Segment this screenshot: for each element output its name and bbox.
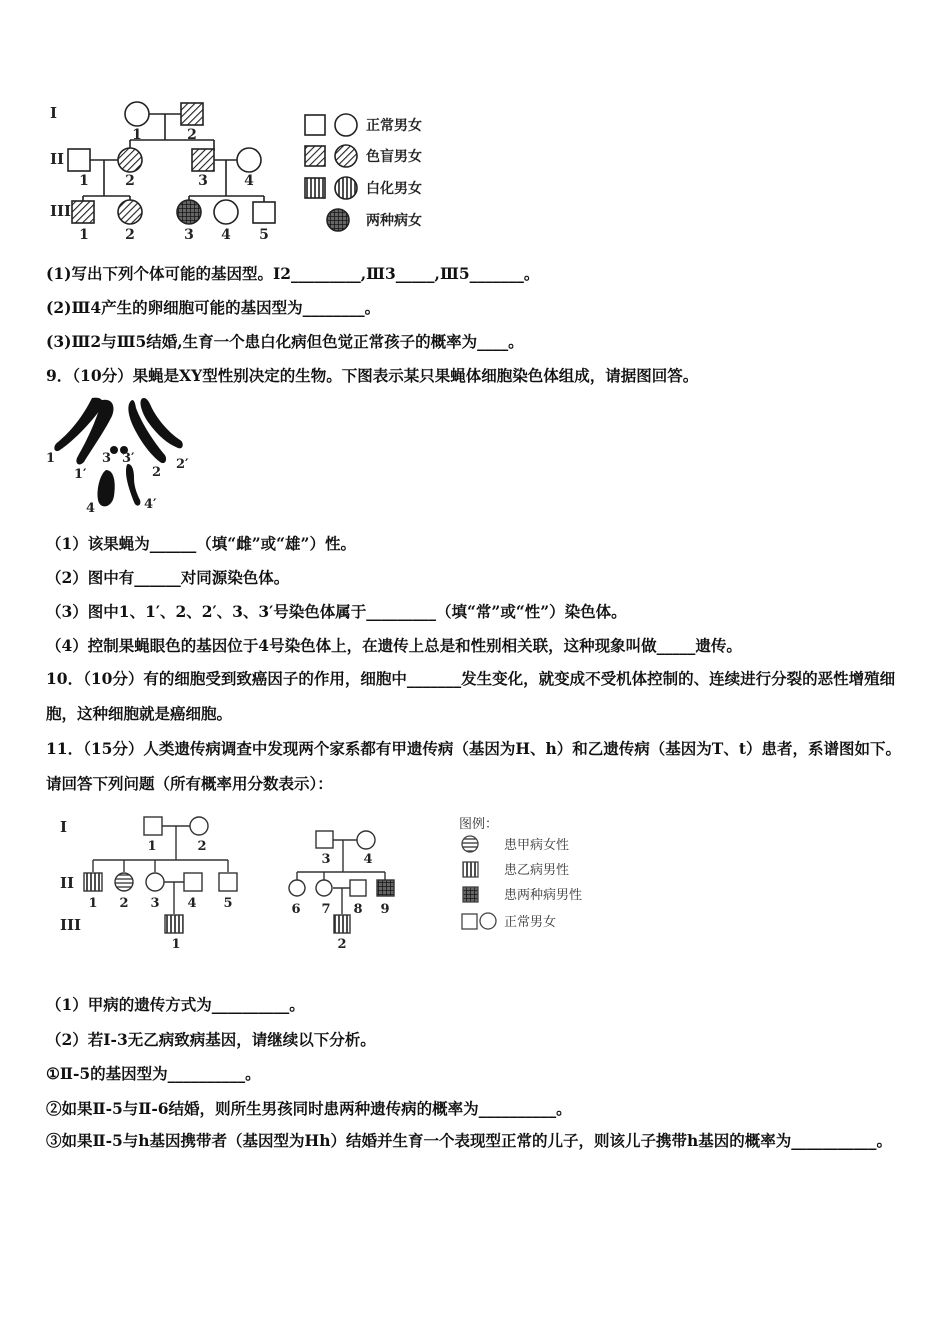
ped2-label: 7 [321,902,331,917]
ped2-label: 3 [321,852,331,867]
chromosome-3 [110,446,118,454]
q11-stem: 11．（15分）人类遗传病调查中发现两个家系都有甲遗传病（基因为H、h）和乙遗传病（基因为T、t）患者，系谱图如下。请回答下列问题（所有概率用分数表示）： [46,739,902,793]
q8-part2: (2)Ⅲ4产生的卵细胞可能的基因型为________。 [46,298,381,317]
gen-label-II: II [60,874,75,892]
ped2-label: 2 [197,839,207,854]
q9-part3: （3）图中1、1′、2、2′、3、3′号染色体属于_________（填“常”或“性”）染色体。 [46,602,627,621]
legend-normal-male [462,914,477,929]
chrom-label: 2 [152,465,162,480]
q11-part2: （2）若I-3无乙病致病基因，请继续以下分析。 [46,1030,376,1049]
ped1-label: 1 [132,127,142,143]
II3-colorblind-male [192,149,214,171]
fam2-III2-disease-b-male [334,915,350,933]
fam1-II3-normal-female [146,873,164,891]
q9-part2: （2）图中有______对同源染色体。 [46,568,290,587]
ped2-label: 1 [88,896,98,911]
fam2-II8-normal-male [350,880,366,896]
gen-label-I: I [60,818,68,836]
ped2-label: 4 [187,896,197,911]
q8-part3: (3)Ⅲ2与Ⅲ5结婚,生育一个患白化病但色觉正常孩子的概率为____。 [46,332,524,351]
legend-albino-male [305,178,325,198]
I2-colorblind-male [181,103,203,125]
ped2-legend-text: 患甲病女性 [504,838,570,853]
q10-text: 10．（10分）有的细胞受到致癌因子的作用，细胞中_______发生变化，就变成不受机体控制的、连续进行分裂的恶性增殖细胞，这种细胞就是癌细胞。 [46,669,896,723]
q11-part1: （1）甲病的遗传方式为__________。 [46,995,305,1014]
fam2-II6-normal-female [289,880,305,896]
ped1-label: 2 [125,227,135,243]
ped2-label: 6 [291,902,301,917]
ped2-label: 2 [119,896,129,911]
chromosome-figure [44,392,194,517]
ped2-label: 2 [337,937,347,952]
legend-normal-female [480,913,496,929]
chrom-label: 1 [46,451,56,466]
II1-normal-male [68,149,90,171]
legend-disease-b-male [463,862,478,877]
legend-text: 两种病女 [366,213,422,229]
III3-both-diseases-female [177,200,201,224]
chromosome-4-prime [126,464,140,506]
legend-colorblind-male [305,146,325,166]
gen-label-I: I [50,104,58,122]
legend-both-female [327,209,349,231]
gen-label-III: III [50,202,72,220]
chrom-label: 4 [86,501,96,516]
gen-label-II: II [50,150,65,168]
ped2-legend-text: 正常男女 [504,915,557,930]
q11-part2c: ③如果Ⅱ-5与h基因携带者（基因型为Hh）结婚并生育一个表现型正常的儿子，则该儿子携带h基因的概率为___________。 [46,1131,892,1150]
legend-normal-female [335,114,357,136]
III2-colorblind-female [118,200,142,224]
chrom-label: 2′ [176,457,189,472]
ped2-legend-text: 患两种病男性 [504,888,583,903]
legend-disease-a-female [462,836,478,852]
chrom-label: 1′ [74,467,87,482]
fam2-II9-both-diseases-male [377,880,394,896]
legend-text: 白化男女 [366,181,422,197]
ped1-label: 3 [184,227,194,243]
III4-normal-female [214,200,238,224]
fam1-I2-normal-female [190,817,208,835]
fam1-II5-normal-male [219,873,237,891]
III5-normal-male [253,202,275,223]
fam1-II1-disease-b-male [84,873,102,891]
ped2-legend-title: 图例： [459,817,499,832]
fam1-II4-normal-male [184,873,202,891]
q11-part2b: ②如果Ⅱ-5与Ⅱ-6结婚，则所生男孩同时患两种遗传病的概率为__________。 [46,1099,572,1118]
I1-normal-female [125,102,149,126]
legend-both-diseases-male [463,887,478,902]
fam2-I3-normal-male [316,831,333,848]
ped1-label: 3 [198,173,208,189]
III1-colorblind-male [72,201,94,223]
II2-colorblind-female [118,148,142,172]
ped1-label: 4 [221,227,231,243]
legend-colorblind-female [335,145,357,167]
fam2-I4-normal-female [357,831,375,849]
fam2-II7-normal-female [316,880,332,896]
ped2-label: 1 [171,937,181,952]
ped1-label: 1 [79,227,89,243]
q8-part1: (1)写出下列个体可能的基因型。Ⅰ2_________,Ⅲ3_____,Ⅲ5_______。 [46,264,540,283]
ped2-label: 3 [150,896,160,911]
ped1-label: 2 [125,173,135,189]
legend-albino-female [335,177,357,199]
gen-label-III: III [60,916,82,934]
pedigree-figure-2 [46,810,606,955]
chrom-label: 3′ [122,451,135,466]
fam1-I1-normal-male [144,817,162,835]
legend-normal-male [305,115,325,135]
fam1-II2-disease-a-female [115,873,133,891]
chrom-label: 3 [102,451,112,466]
legend-text: 正常男女 [366,118,422,134]
II4-normal-female [237,148,261,172]
q9-part4: （4）控制果蝇眼色的基因位于4号染色体上，在遗传上总是和性别相关联，这种现象叫做_____遗传。 [46,636,742,655]
q9-stem: 9．（10分）果蝇是XY型性别决定的生物。下图表示某只果蝇体细胞染色体组成，请据图回答。 [46,366,699,385]
chrom-label: 4′ [144,497,157,512]
ped2-label: 1 [147,839,157,854]
ped1-label: 1 [79,173,89,189]
chromosome-4 [97,470,114,506]
ped1-label: 4 [244,173,254,189]
ped2-label: 5 [223,896,233,911]
ped2-legend-text: 患乙病男性 [504,863,570,878]
fam1-III1-disease-b-male [165,915,183,933]
ped2-label: 8 [353,902,363,917]
legend-text: 色盲男女 [366,149,422,165]
q9-part1: （1）该果蝇为______（填“雌”或“雄”）性。 [46,534,356,553]
ped2-label: 4 [363,852,373,867]
pedigree-figure-1 [46,96,446,246]
ped1-label: 2 [187,127,197,143]
ped1-label: 5 [259,227,269,243]
q11-part2a: ①Ⅱ-5的基因型为__________。 [46,1064,261,1083]
ped2-label: 9 [380,902,390,917]
